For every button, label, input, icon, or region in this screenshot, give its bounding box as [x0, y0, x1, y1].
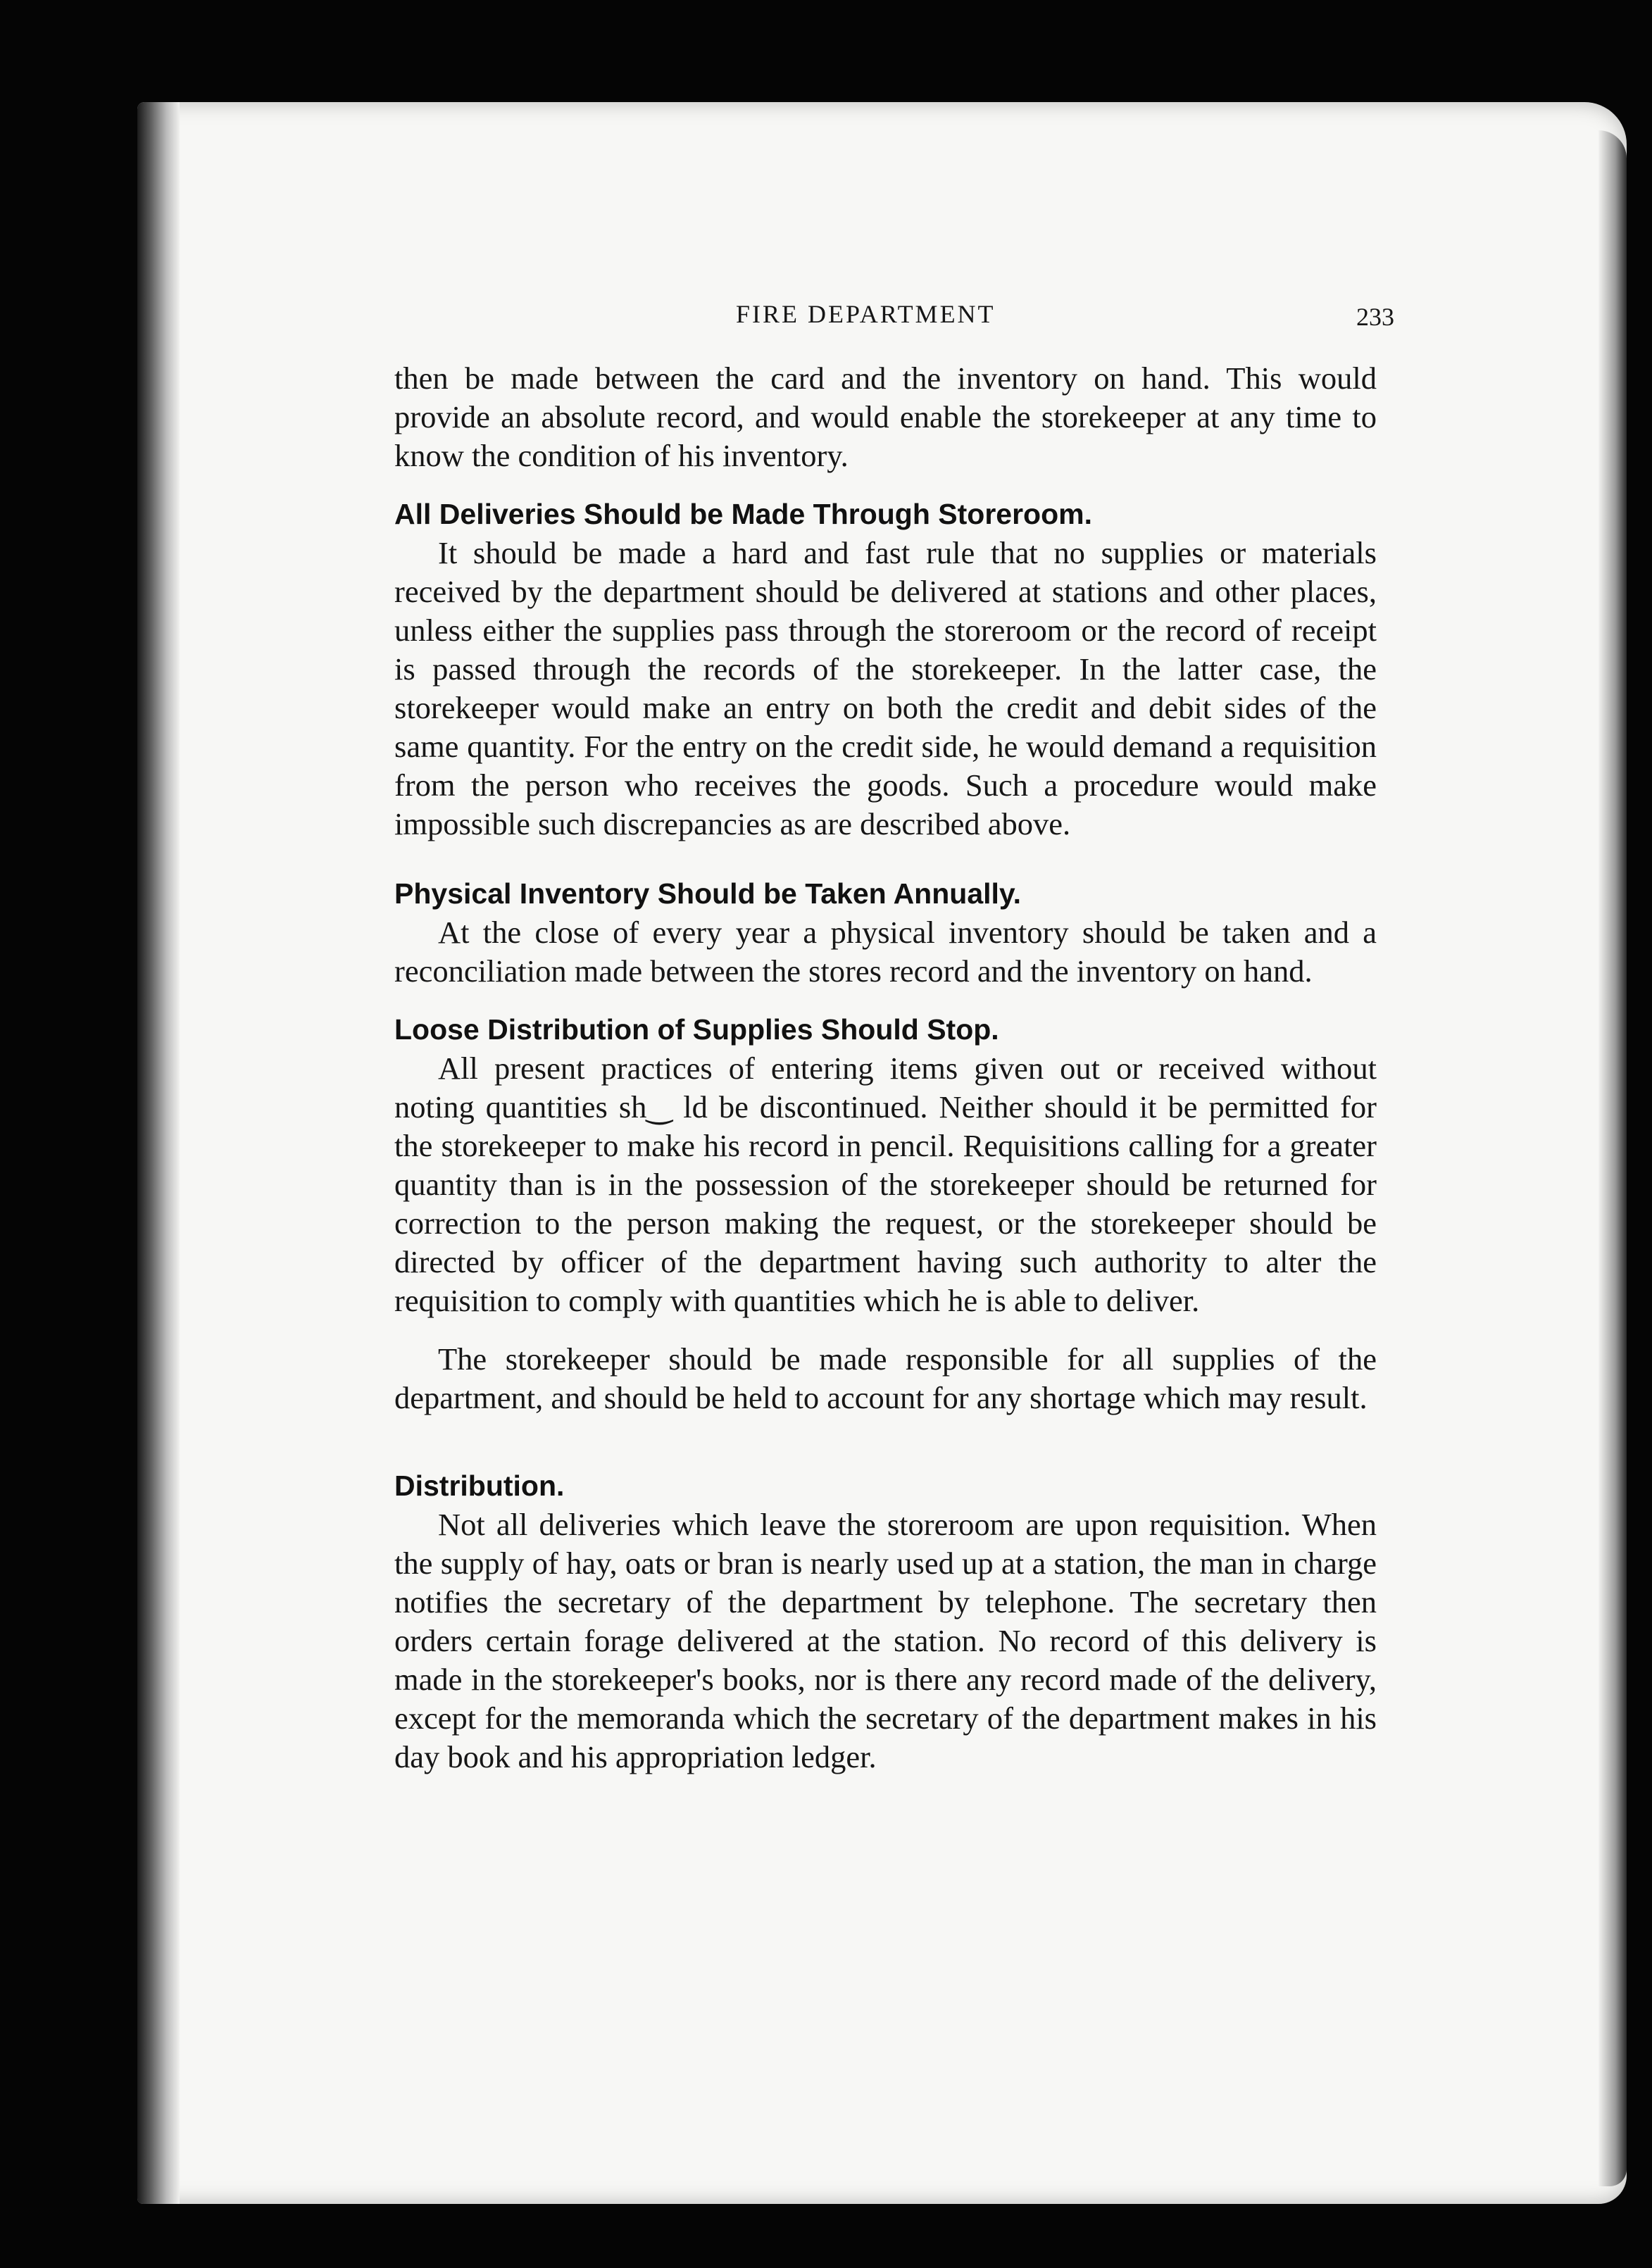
page-edge-shadow [1598, 130, 1627, 2186]
section-heading-loose-distribution: Loose Distribution of Supplies Should Stop. [394, 1013, 999, 1046]
running-title: FIRE DEPARTMENT [736, 300, 996, 328]
section-paragraph: It should be made a hard and fast rule that no supplies or materials received by the department should be delivered at stations and other places, unless either the supplies pass through the storeroom or the record of receipt is passed through the records of the storekeeper. In the latter case, the storekeeper would make an entry on both the credit and debit sides of the same quantity. For the entry on the credit side, he would demand a requisition from the person who receives the goods. Such a procedure would make impossible such discrepancies as are described above. [394, 535, 1377, 841]
section-heading-distribution: Distribution. [394, 1470, 565, 1502]
page-number: 233 [1356, 303, 1394, 331]
section-paragraph: The storekeeper should be made responsible for all supplies of the department, and should be held to account for any shortage which may result. [394, 1341, 1377, 1415]
page-body [394, 359, 1377, 1777]
opening-paragraph: then be made between the card and the inventory on hand. This would provide an absolute record, and would enable the storekeeper at any time to know the condition of his inventory. [394, 361, 1377, 473]
section-paragraph: At the close of every year a physical inventory should be taken and a reconciliation made between the stores record and the inventory on hand. [394, 915, 1377, 989]
section-heading-physical-inventory: Physical Inventory Should be Taken Annually. [394, 877, 1022, 910]
section-paragraph: Not all deliveries which leave the storeroom are upon requisition. When the supply of hay, oats or bran is nearly used up at a station, the man in charge notifies the secretary of the department by telephone. The secretary then orders certain forage delivered at the station. No record of this delivery is made in the storekeeper's books, nor is there any record made of the delivery, except for the memoranda which the secretary of the department makes in his day book and his appropriation ledger. [394, 1507, 1377, 1774]
section-paragraph: All present practices of entering items given out or received without noting quantities sh‿ ld be discontinued. Neither should it be permitted for the storekeeper to make his record in pencil. Requisitions calling for a greater quantity than is in the possession of the storekeeper should be returned for correction to the person making the request, or the storekeeper should be directed by officer of the department having such authority to alter the requisition to comply with quantities which he is able to deliver. [394, 1051, 1377, 1318]
running-header [394, 299, 1394, 342]
section-heading-deliveries: All Deliveries Should be Made Through Storeroom. [394, 498, 1092, 530]
page-gutter-shadow [137, 102, 180, 2204]
